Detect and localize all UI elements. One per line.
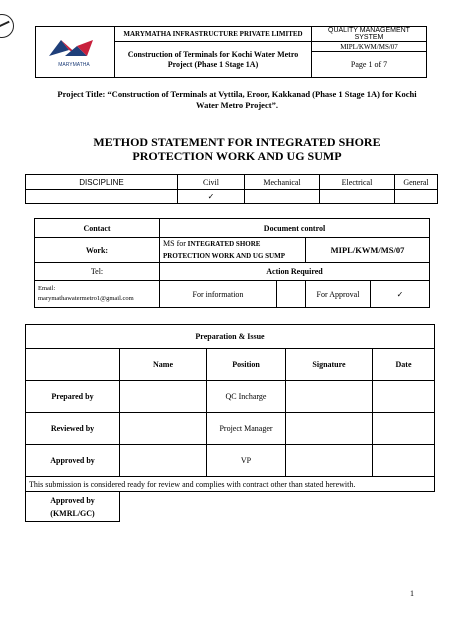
action-required: Action Required [160,263,430,281]
work-value: MS for INTEGRATED SHORE PROTECTION WORK AND UG SUMP [160,238,306,263]
position-reviewed: Project Manager [207,413,286,445]
corner-circle-icon [0,14,14,38]
header-table [35,26,427,78]
main-title-line2: PROTECTION WORK AND UG SUMP [132,149,342,163]
col-date: Date [373,349,435,381]
compliance-note: This submission is considered ready for review and complies with contract other than stated herewith. [26,477,435,492]
for-approval: For Approval [306,281,371,308]
contact-table [34,218,430,308]
company-name: MARYMATHA INFRASTRUCTURE PRIVATE LIMITED [115,27,312,42]
main-title-line1: METHOD STATEMENT FOR INTEGRATED SHORE [93,135,381,149]
table-row [26,413,435,445]
role-approved: Approved by [26,445,120,477]
col-position: Position [207,349,286,381]
page-label: Page 1 of 7 [312,52,427,78]
email-cell: Email: marymathawatermetro1@gmail.com [35,281,160,308]
tel-label: Tel: [35,263,160,281]
table-row [26,381,435,413]
svg-text:MARYMATHA: MARYMATHA [58,62,90,68]
col-signature: Signature [286,349,373,381]
project-short: Construction of Terminals for Kochi Water Metro Project (Phase 1 Stage 1A) [115,42,312,78]
discipline-electrical: Electrical [320,175,395,190]
information-box [277,281,306,308]
position-approved: VP [207,445,286,477]
work-label: Work: [35,238,160,263]
discipline-table [25,174,438,204]
doc-ref: MIPL/KWM/MS/07 [312,42,427,52]
role-reviewed: Reviewed by [26,413,120,445]
logo-cell [36,27,115,78]
qms-label: QUALITY MANAGEMENT SYSTEM [312,27,427,42]
doc-number: MIPL/KWM/MS/07 [306,238,430,263]
client-approval: Approved by (KMRL/GC) [26,492,120,522]
position-prepared: QC Incharge [207,381,286,413]
discipline-civil: Civil [178,175,245,190]
col-name: Name [120,349,207,381]
for-information: For information [160,281,277,308]
contact-label: Contact [35,219,160,238]
civil-checkmark: ✓ [178,190,245,204]
project-title: Project Title: “Construction of Terminals at Vyttila, Eroor, Kakkanad (Phase 1 Stage 1A) for Kochi Water Metro Project”. [57,89,417,110]
company-logo-icon [39,32,109,70]
prep-title: Preparation & Issue [26,325,435,349]
main-title [40,135,434,163]
approval-checkmark: ✓ [371,281,430,308]
email-value: marymathawatermetro1@gmail.com [38,295,134,302]
table-row [26,445,435,477]
doc-control-label: Document control [160,219,430,238]
discipline-general: General [395,175,438,190]
discipline-label: DISCIPLINE [26,175,178,190]
role-prepared: Prepared by [26,381,120,413]
prep-table [25,324,435,522]
discipline-mechanical: Mechanical [245,175,320,190]
page-number: 1 [410,589,414,598]
